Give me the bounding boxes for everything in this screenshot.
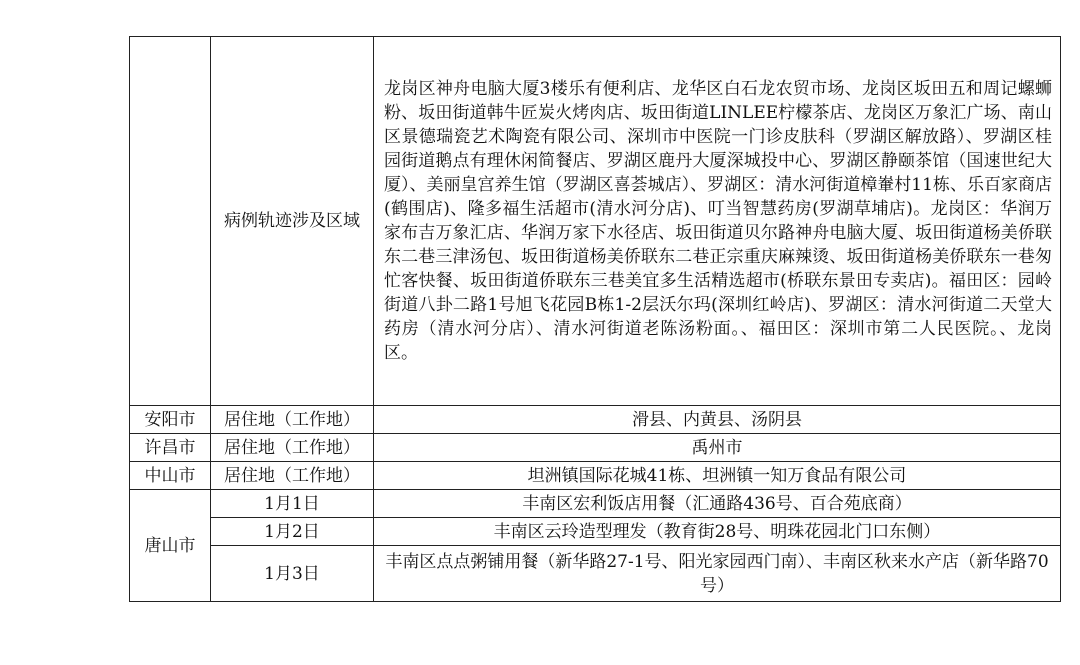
table-row-anyang xyxy=(130,406,1061,434)
detail-cell xyxy=(374,462,1061,490)
table-row-tangshan-jan2 xyxy=(130,518,1061,546)
city-cell xyxy=(130,462,211,490)
table-row-shenzhen-trajectory xyxy=(130,37,1061,406)
date-label: 1月3日 xyxy=(264,563,320,584)
detail-cell xyxy=(374,546,1061,602)
city-name: 安阳市 xyxy=(144,409,196,430)
detail-cell xyxy=(374,490,1061,518)
detail-text: 丰南区点点粥铺用餐（新华路27-1号、阳光家园西门南）、丰南区秋来水产店（新华路70号） xyxy=(385,551,1049,596)
date-label: 1月2日 xyxy=(264,521,320,542)
city-cell xyxy=(130,406,211,434)
city-cell-tangshan xyxy=(130,490,211,602)
city-cell xyxy=(130,434,211,462)
detail-text: 丰南区云玲造型理发（教育街28号、明珠花园北门口东侧） xyxy=(493,521,941,542)
detail-text: 龙岗区神舟电脑大厦3楼乐有便利店、龙华区白石龙农贸市场、龙岗区坂田五和周记螺蛳粉、坂田街道韩牛匠炭火烤肉店、坂田街道LINLEE柠檬茶店、龙岗区万象汇广场、南山区景德瑞瓷艺术陶瓷有限公司、深圳市中医院一门诊皮肤科（罗湖区解放路）、罗湖区桂园街道鹅点有理休闲简餐店、罗湖区鹿丹大厦深城投中心、罗湖区静颐茶馆（国速世纪大厦）、美丽皇宫养生馆（罗湖区喜荟城店）、罗湖区：清水河街道樟輋村11栋、乐百家商店(鹤围店)、隆多福生活超市(清水河分店)、叮当智慧药房(罗湖草埔店)。龙岗区：华润万家布吉万象汇店、华润万家下水径店、坂田街道贝尔路神舟电脑大厦、坂田街道杨美侨联东二巷三津汤包、坂田街道杨美侨联东二巷正宗重庆麻辣烫、坂田街道杨美侨联东一巷匆忙客快餐、坂田街道侨联东三巷美宜多生活精选超市(桥联东景田专卖店)。福田区：园岭街道八卦二路1号旭飞花园B栋1-2层沃尔玛(深圳红岭店)、罗湖区：清水河街道二天堂大药房（清水河分店）、清水河街道老陈汤粉面。、福田区：深圳市第二人民医院。、龙岗区。 xyxy=(384,79,1052,363)
type-cell xyxy=(211,434,374,462)
detail-cell xyxy=(374,406,1061,434)
type-label: 居住地（工作地） xyxy=(224,437,360,458)
detail-text: 丰南区宏利饭店用餐（汇通路436号、百合苑底商） xyxy=(522,493,912,514)
date-cell xyxy=(211,546,374,602)
table-row-tangshan-jan3 xyxy=(130,546,1061,602)
table-row-tangshan-jan1 xyxy=(130,490,1061,518)
type-cell xyxy=(211,37,374,406)
detail-cell xyxy=(374,37,1061,406)
date-label: 1月1日 xyxy=(264,493,320,514)
table-row-zhongshan xyxy=(130,462,1061,490)
city-cell-empty xyxy=(130,37,211,406)
type-cell xyxy=(211,406,374,434)
type-label: 居住地（工作地） xyxy=(224,409,360,430)
detail-text: 禹州市 xyxy=(691,437,743,458)
city-name: 许昌市 xyxy=(144,437,196,458)
type-label: 居住地（工作地） xyxy=(224,465,360,486)
table-row-xuchang xyxy=(130,434,1061,462)
detail-text: 坦洲镇国际花城41栋、坦洲镇一知万食品有限公司 xyxy=(527,465,907,486)
date-cell xyxy=(211,518,374,546)
detail-cell xyxy=(374,434,1061,462)
type-cell xyxy=(211,462,374,490)
date-cell xyxy=(211,490,374,518)
city-name: 中山市 xyxy=(144,465,196,486)
type-label: 病例轨迹涉及区域 xyxy=(224,211,360,231)
city-name: 唐山市 xyxy=(144,535,196,556)
detail-text: 滑县、内黄县、汤阴县 xyxy=(632,409,802,430)
detail-cell xyxy=(374,518,1061,546)
itinerary-table xyxy=(129,36,1061,602)
